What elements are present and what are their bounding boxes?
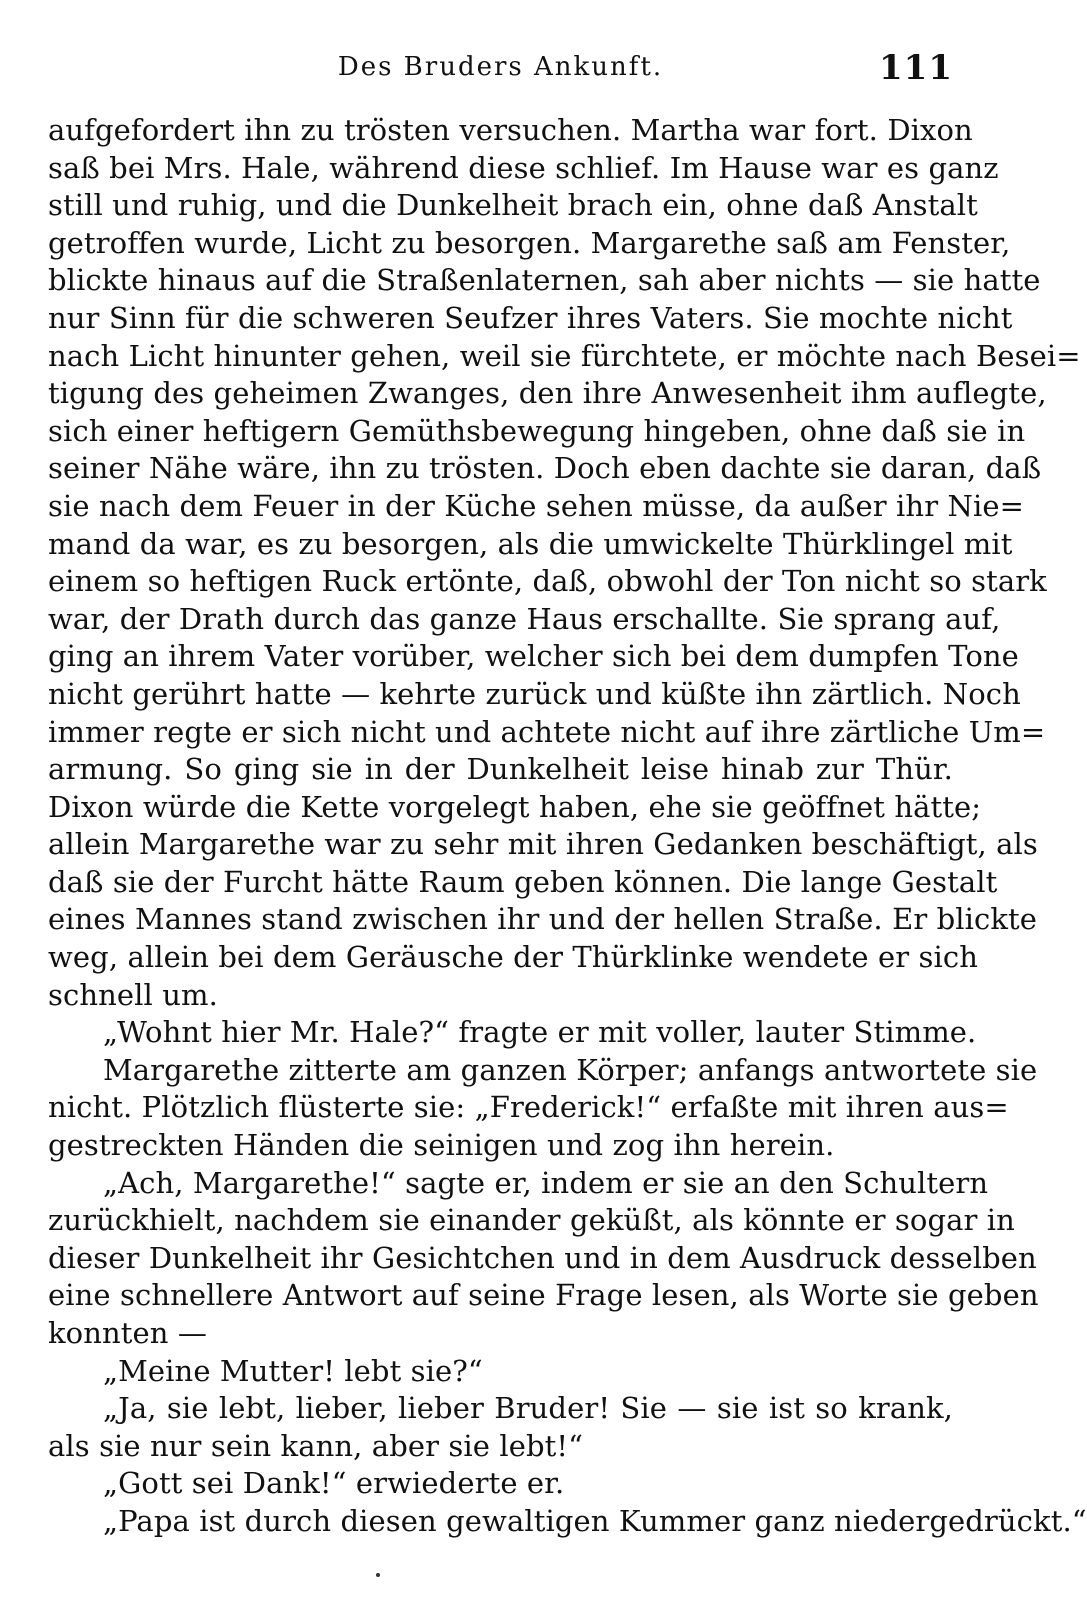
page-header: [48, 48, 953, 92]
text-line: nach Licht hinunter gehen, weil sie fürchtete, er möchte nach Besei=: [48, 338, 1081, 373]
text-line: sich einer heftigern Gemüthsbewegung hingeben, ohne daß sie in: [48, 413, 1026, 448]
text-line: immer regte er sich nicht und achtete nicht auf ihre zärtliche Um=: [48, 714, 1046, 749]
text-line: getroffen wurde, Licht zu besorgen. Margarethe saß am Fenster,: [48, 225, 1011, 260]
body-text: [48, 112, 1087, 1541]
text-line: „Wohnt hier Mr. Hale?“ fragte er mit voller, lauter Stimme.: [103, 1015, 977, 1050]
text-line: saß bei Mrs. Hale, während diese schlief. Im Hause war es ganz: [48, 150, 999, 185]
ink-speck: [376, 1573, 380, 1577]
text-line: gestreckten Händen die seinigen und zog ihn herein.: [48, 1128, 835, 1163]
text-line: dieser Dunkelheit ihr Gesichtchen und in dem Ausdruck desselben: [48, 1240, 1037, 1275]
page-number: 111: [879, 48, 953, 88]
text-line: weg, allein bei dem Geräusche der Thürklinke wendete er sich: [48, 940, 979, 975]
text-line: blickte hinaus auf die Straßenlaternen, sah aber nichts — sie hatte: [48, 263, 1041, 298]
text-line: „Ja, sie lebt, lieber, lieber Bruder! Sie — sie ist so krank,: [103, 1391, 953, 1426]
text-line: eine schnellere Antwort auf seine Frage lesen, als Worte sie geben: [48, 1278, 1039, 1313]
text-line: eines Mannes stand zwischen ihr und der hellen Straße. Er blickte: [48, 902, 1038, 937]
text-line: mand da war, es zu besorgen, als die umwickelte Thürklingel mit: [48, 526, 1013, 561]
text-line: ging an ihrem Vater vorüber, welcher sich bei dem dumpfen Tone: [48, 639, 1019, 674]
text-line: seiner Nähe wäre, ihn zu trösten. Doch eben dachte sie daran, daß: [48, 451, 1042, 486]
text-line: Dixon würde die Kette vorgelegt haben, ehe sie geöffnet hätte;: [48, 789, 982, 824]
text-line: daß sie der Furcht hätte Raum geben können. Die lange Gestalt: [48, 864, 998, 899]
text-line: nicht. Plötzlich flüsterte sie: „Frederick!“ erfaßte mit ihren aus=: [48, 1090, 1009, 1125]
text-line: „Meine Mutter! lebt sie?“: [103, 1353, 483, 1388]
text-line: einem so heftigen Ruck ertönte, daß, obwohl der Ton nicht so stark: [48, 564, 1047, 599]
text-line: zurückhielt, nachdem sie einander geküßt, als könnte er sogar in: [48, 1203, 1015, 1238]
text-line: nicht gerührt hatte — kehrte zurück und küßte ihn zärtlich. Noch: [48, 676, 1021, 711]
text-line: still und ruhig, und die Dunkelheit brach ein, ohne daß Anstalt: [48, 188, 978, 223]
text-line: konnten —: [48, 1316, 207, 1350]
text-line: Margarethe zitterte am ganzen Körper; anfangs antwortete sie: [103, 1052, 1038, 1087]
text-line: nur Sinn für die schweren Seufzer ihres Vaters. Sie mochte nicht: [48, 300, 1013, 335]
text-line: allein Margarethe war zu sehr mit ihren Gedanken beschäftigt, als: [48, 827, 1038, 862]
text-line: „Ach, Margarethe!“ sagte er, indem er sie an den Schultern: [103, 1165, 989, 1200]
text-line: als sie nur sein kann, aber sie lebt!“: [48, 1428, 584, 1463]
text-line: war, der Drath durch das ganze Haus erschallte. Sie sprang auf,: [48, 601, 1001, 636]
text-line: tigung des geheimen Zwanges, den ihre Anwesenheit ihm auflegte,: [48, 376, 1047, 411]
running-title: Des Bruders Ankunft.: [337, 52, 664, 82]
text-line: armung. So ging sie in der Dunkelheit leise hinab zur Thür.: [48, 752, 953, 787]
text-line: schnell um.: [48, 977, 218, 1012]
text-line: „Gott sei Dank!“ erwiederte er.: [103, 1466, 565, 1501]
text-line: aufgefordert ihn zu trösten versuchen. Martha war fort. Dixon: [48, 113, 973, 147]
text-line: „Papa ist durch diesen gewaltigen Kummer ganz niedergedrückt.“: [103, 1503, 1087, 1538]
text-line: sie nach dem Feuer in der Küche sehen müsse, da außer ihr Nie=: [48, 488, 1025, 523]
